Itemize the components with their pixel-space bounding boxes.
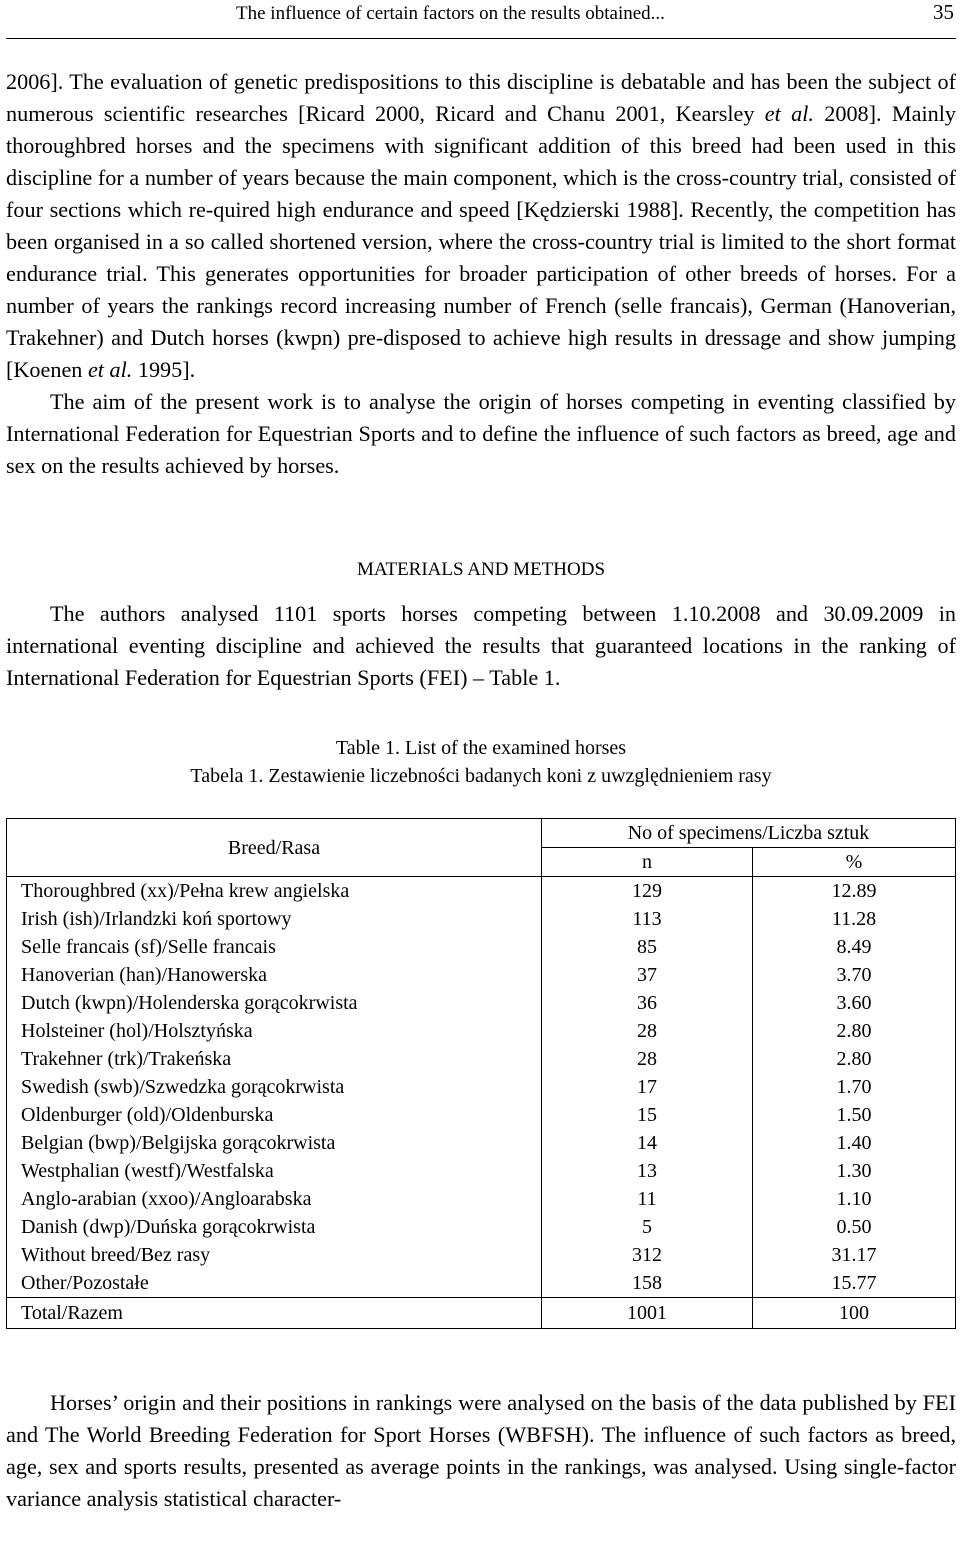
cell-percent: 3.70: [753, 961, 956, 989]
paragraph-text: 2006]. The evaluation of genetic predispositions to this discipline is debatable and has been the subject of numerous scientific researches [Ricard 2000, Ricard and Chanu 2001, Kearsley: [6, 69, 956, 126]
cell-breed: Selle francais (sf)/Selle francais: [7, 933, 542, 961]
cell-breed: Other/Pozostałe: [7, 1269, 542, 1298]
running-title: The influence of certain factors on the results obtained...: [236, 3, 665, 24]
cell-breed: Holsteiner (hol)/Holsztyńska: [7, 1017, 542, 1045]
cell-n: 13: [542, 1157, 753, 1185]
table-caption-en: Table 1. List of the examined horses: [335, 737, 627, 759]
cell-breed: Westphalian (westf)/Westfalska: [7, 1157, 542, 1185]
paragraph-intro-continued: [6, 66, 956, 386]
cell-n: 5: [542, 1213, 753, 1241]
cell-percent: 0.50: [753, 1213, 956, 1241]
table-row: [7, 989, 956, 1017]
cell-n: 85: [542, 933, 753, 961]
table-row: [7, 1101, 956, 1129]
paragraph-analysis: Horses’ origin and their positions in rankings were analysed on the basis of the data published by FEI and The World Breeding Federation for Sport Horses (WBFSH). The influence of such factors as breed, age, sex and sports results, presented as average points in the rankings, was analysed. Using single-factor variance analysis statistical character-: [6, 1390, 956, 1511]
cell-breed: Irish (ish)/Irlandzki koń sportowy: [7, 905, 542, 933]
cell-percent: 12.89: [753, 877, 956, 906]
cell-breed: Swedish (swb)/Szwedzka gorącokrwista: [7, 1073, 542, 1101]
cell-percent: 1.30: [753, 1157, 956, 1185]
table-row: [7, 1213, 956, 1241]
cell-n: 28: [542, 1017, 753, 1045]
cell-percent: 8.49: [753, 933, 956, 961]
citation-et-al: et al.: [87, 357, 133, 382]
cell-breed: Dutch (kwpn)/Holenderska gorącokrwista: [7, 989, 542, 1017]
cell-breed: Total/Razem: [7, 1298, 542, 1329]
header-specimens: No of specimens/Liczba sztuk: [542, 819, 956, 848]
cell-n: 14: [542, 1129, 753, 1157]
cell-n: 15: [542, 1101, 753, 1129]
paragraph-methods: The authors analysed 1101 sports horses competing between 1.10.2008 and 30.09.2009 in international eventing discipline and achieved the results that guaranteed locations in the ranking of International Federation for Equestrian Sports (FEI) – Table 1.: [6, 601, 956, 690]
paragraph-aim: The aim of the present work is to analyse the origin of horses competing in eventing classified by International Federation for Equestrian Sports and to define the influence of such factors as breed, age and sex on the results achieved by horses.: [6, 389, 956, 478]
table-row: [7, 1185, 956, 1213]
table-row: [7, 1129, 956, 1157]
cell-n: 158: [542, 1269, 753, 1298]
paragraph-text: 2008]. Mainly thoroughbred horses and the specimens with significant addition of this breed had been used in this discipline for a number of years because the main component, which is the cross-country trial, consisted of four sections which re-quired high endurance and speed [Kędzierski 1988]. Recently, the competition has been organised in a so called shortened version, where the cross-country trial is limited to the short format endurance trial. This generates opportunities for broader participation of other breeds of horses. For a number of years the rankings record increasing number of French (selle francais), German (Hanoverian, Trakehner) and Dutch horses (kwpn) pre-disposed to achieve high results in dressage and show jumping [Koenen: [6, 101, 957, 382]
header-percent: %: [753, 848, 956, 877]
cell-percent: 3.60: [753, 989, 956, 1017]
cell-percent: 1.50: [753, 1101, 956, 1129]
cell-percent: 1.70: [753, 1073, 956, 1101]
table-row: [7, 1073, 956, 1101]
cell-breed: Without breed/Bez rasy: [7, 1241, 542, 1269]
cell-breed: Oldenburger (old)/Oldenburska: [7, 1101, 542, 1129]
table-row: [7, 1017, 956, 1045]
cell-n: 17: [542, 1073, 753, 1101]
running-header: [6, 0, 956, 39]
table-row: [7, 1045, 956, 1073]
cell-percent: 15.77: [753, 1269, 956, 1298]
cell-n: 129: [542, 877, 753, 906]
cell-percent: 100: [753, 1298, 956, 1329]
cell-breed: Trakehner (trk)/Trakeńska: [7, 1045, 542, 1073]
cell-n: 28: [542, 1045, 753, 1073]
cell-breed: Belgian (bwp)/Belgijska gorącokrwista: [7, 1129, 542, 1157]
paragraph-text: 1995].: [132, 357, 196, 382]
cell-breed: Anglo-arabian (xxoo)/Angloarabska: [7, 1185, 542, 1213]
breed-table: [6, 818, 956, 1329]
cell-percent: 2.80: [753, 1045, 956, 1073]
cell-percent: 2.80: [753, 1017, 956, 1045]
table-row-total: [7, 1298, 956, 1329]
table-body: [7, 877, 956, 1329]
header-breed: Breed/Rasa: [7, 819, 542, 877]
table-row: [7, 933, 956, 961]
table-row: [7, 1241, 956, 1269]
cell-breed: Thoroughbred (xx)/Pełna krew angielska: [7, 877, 542, 906]
cell-n: 312: [542, 1241, 753, 1269]
section-heading: MATERIALS AND METHODS: [356, 559, 606, 580]
table-row: [7, 1157, 956, 1185]
cell-breed: Hanoverian (han)/Hanowerska: [7, 961, 542, 989]
citation-et-al: et al.: [764, 101, 814, 126]
cell-percent: 1.40: [753, 1129, 956, 1157]
cell-percent: 1.10: [753, 1185, 956, 1213]
page-number: 35: [933, 0, 954, 24]
table-row: [7, 905, 956, 933]
cell-percent: 11.28: [753, 905, 956, 933]
cell-breed: Danish (dwp)/Duńska gorącokrwista: [7, 1213, 542, 1241]
cell-n: 11: [542, 1185, 753, 1213]
cell-n: 36: [542, 989, 753, 1017]
table-row: [7, 877, 956, 906]
cell-percent: 31.17: [753, 1241, 956, 1269]
cell-n: 37: [542, 961, 753, 989]
table-row: [7, 961, 956, 989]
cell-n: 113: [542, 905, 753, 933]
header-n: n: [542, 848, 753, 877]
document-page: [6, 0, 956, 1515]
cell-n: 1001: [542, 1298, 753, 1329]
table-row: [7, 1269, 956, 1298]
table-caption-pl: Tabela 1. Zestawienie liczebności badanych koni z uwzględnieniem rasy: [190, 765, 772, 787]
